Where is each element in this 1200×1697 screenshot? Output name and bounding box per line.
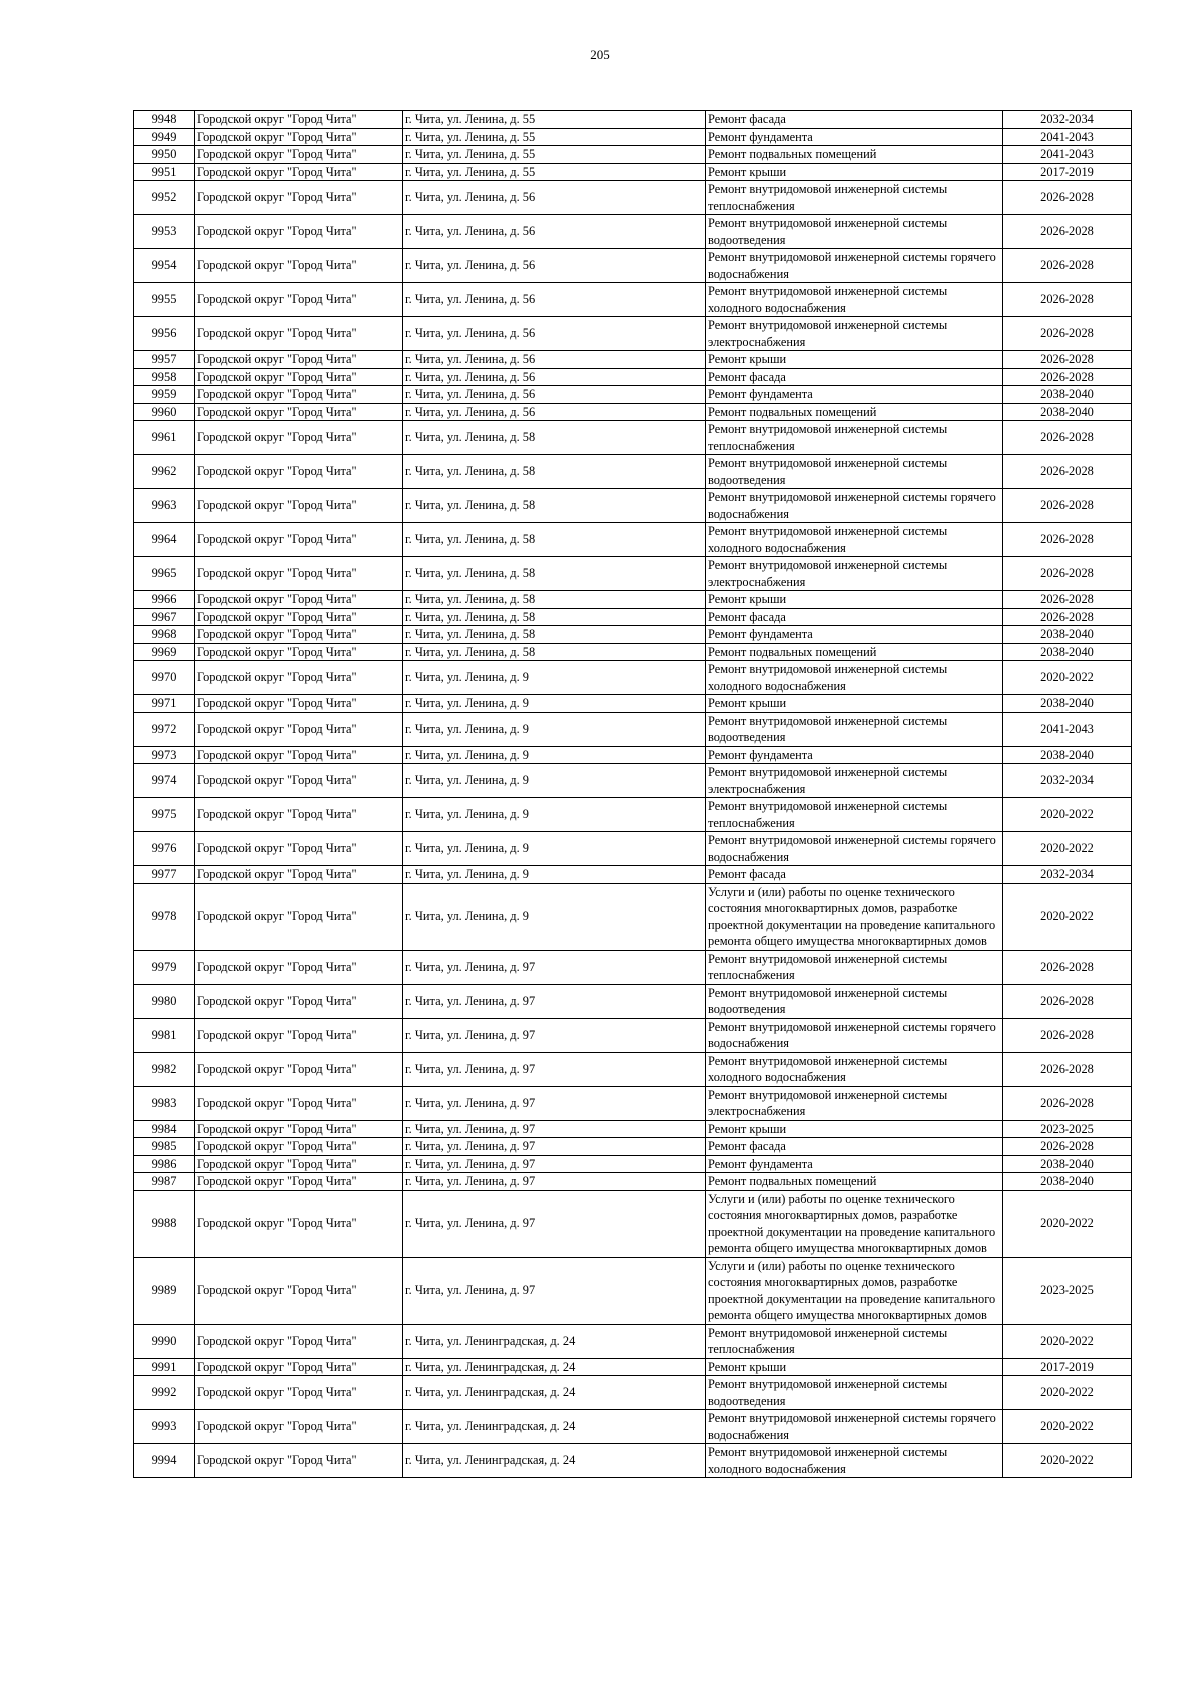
row-number: 9952: [134, 181, 195, 215]
period-cell: 2041-2043: [1003, 146, 1132, 164]
row-number: 9983: [134, 1086, 195, 1120]
period-cell: 2026-2028: [1003, 421, 1132, 455]
row-number: 9971: [134, 695, 195, 713]
row-number: 9994: [134, 1444, 195, 1478]
row-number: 9959: [134, 386, 195, 404]
period-cell: 2020-2022: [1003, 1444, 1132, 1478]
row-number: 9964: [134, 523, 195, 557]
municipality-cell: Городской округ "Город Чита": [195, 1190, 403, 1257]
table-body: [134, 111, 1132, 1478]
address-cell: г. Чита, ул. Ленина, д. 97: [403, 950, 706, 984]
municipality-cell: Городской округ "Город Чита": [195, 1155, 403, 1173]
address-cell: г. Чита, ул. Ленина, д. 56: [403, 368, 706, 386]
row-number: 9970: [134, 661, 195, 695]
work-type-cell: Ремонт фундамента: [706, 1155, 1003, 1173]
work-type-cell: Ремонт крыши: [706, 1120, 1003, 1138]
address-cell: г. Чита, ул. Ленина, д. 9: [403, 661, 706, 695]
address-cell: г. Чита, ул. Ленина, д. 9: [403, 832, 706, 866]
work-type-cell: Ремонт фасада: [706, 866, 1003, 884]
period-cell: 2026-2028: [1003, 1138, 1132, 1156]
row-number: 9968: [134, 626, 195, 644]
municipality-cell: Городской округ "Город Чита": [195, 1376, 403, 1410]
period-cell: 2017-2019: [1003, 163, 1132, 181]
period-cell: 2026-2028: [1003, 950, 1132, 984]
address-cell: г. Чита, ул. Ленина, д. 58: [403, 591, 706, 609]
address-cell: г. Чита, ул. Ленина, д. 58: [403, 455, 706, 489]
work-type-cell: Ремонт внутридомовой инженерной системы горячего водоснабжения: [706, 1410, 1003, 1444]
page-number: 205: [590, 47, 610, 62]
address-cell: г. Чита, ул. Ленина, д. 58: [403, 523, 706, 557]
address-cell: г. Чита, ул. Ленина, д. 9: [403, 883, 706, 950]
period-cell: 2020-2022: [1003, 1410, 1132, 1444]
work-type-cell: Ремонт внутридомовой инженерной системы водоотведения: [706, 1376, 1003, 1410]
work-type-cell: Ремонт внутридомовой инженерной системы теплоснабжения: [706, 421, 1003, 455]
row-number: 9972: [134, 712, 195, 746]
period-cell: 2026-2028: [1003, 368, 1132, 386]
address-cell: г. Чита, ул. Ленина, д. 58: [403, 489, 706, 523]
table-row: [134, 984, 1132, 1018]
work-type-cell: Ремонт внутридомовой инженерной системы электроснабжения: [706, 1086, 1003, 1120]
period-cell: 2026-2028: [1003, 984, 1132, 1018]
address-cell: г. Чита, ул. Ленина, д. 56: [403, 249, 706, 283]
period-cell: 2026-2028: [1003, 455, 1132, 489]
municipality-cell: Городской округ "Город Чита": [195, 1358, 403, 1376]
period-cell: 2026-2028: [1003, 1086, 1132, 1120]
work-type-cell: Ремонт фасада: [706, 608, 1003, 626]
table-row: [134, 1173, 1132, 1191]
municipality-cell: Городской округ "Город Чита": [195, 661, 403, 695]
table-row: [134, 368, 1132, 386]
work-type-cell: Ремонт фундамента: [706, 386, 1003, 404]
period-cell: 2023-2025: [1003, 1257, 1132, 1324]
municipality-cell: Городской округ "Город Чита": [195, 249, 403, 283]
address-cell: г. Чита, ул. Ленина, д. 97: [403, 984, 706, 1018]
period-cell: 2026-2028: [1003, 608, 1132, 626]
period-cell: 2026-2028: [1003, 523, 1132, 557]
address-cell: г. Чита, ул. Ленина, д. 55: [403, 163, 706, 181]
row-number: 9990: [134, 1324, 195, 1358]
work-type-cell: Ремонт подвальных помещений: [706, 1173, 1003, 1191]
table-row: [134, 695, 1132, 713]
work-type-cell: Ремонт внутридомовой инженерной системы горячего водоснабжения: [706, 832, 1003, 866]
row-number: 9986: [134, 1155, 195, 1173]
municipality-cell: Городской округ "Город Чита": [195, 1173, 403, 1191]
table-row: [134, 249, 1132, 283]
municipality-cell: Городской округ "Город Чита": [195, 746, 403, 764]
work-type-cell: Ремонт фундамента: [706, 626, 1003, 644]
table-row: [134, 1358, 1132, 1376]
period-cell: 2038-2040: [1003, 403, 1132, 421]
table-row: [134, 1444, 1132, 1478]
period-cell: 2026-2028: [1003, 1052, 1132, 1086]
row-number: 9957: [134, 351, 195, 369]
municipality-cell: Городской округ "Город Чита": [195, 1410, 403, 1444]
municipality-cell: Городской округ "Город Чита": [195, 489, 403, 523]
municipality-cell: Городской округ "Город Чита": [195, 317, 403, 351]
period-cell: 2026-2028: [1003, 249, 1132, 283]
row-number: 9979: [134, 950, 195, 984]
municipality-cell: Городской округ "Город Чита": [195, 163, 403, 181]
row-number: 9991: [134, 1358, 195, 1376]
address-cell: г. Чита, ул. Ленина, д. 58: [403, 557, 706, 591]
period-cell: 2026-2028: [1003, 283, 1132, 317]
table-row: [134, 661, 1132, 695]
table-row: [134, 1190, 1132, 1257]
row-number: 9975: [134, 798, 195, 832]
municipality-cell: Городской округ "Город Чита": [195, 386, 403, 404]
work-type-cell: Ремонт внутридомовой инженерной системы электроснабжения: [706, 557, 1003, 591]
work-type-cell: Ремонт внутридомовой инженерной системы теплоснабжения: [706, 1324, 1003, 1358]
work-type-cell: Услуги и (или) работы по оценке технического состояния многоквартирных домов, разработке проектной документации на проведение капитального ремонта общего имущества многоквартирных домов: [706, 1257, 1003, 1324]
municipality-cell: Городской округ "Город Чита": [195, 1120, 403, 1138]
municipality-cell: Городской округ "Город Чита": [195, 128, 403, 146]
work-type-cell: Ремонт подвальных помещений: [706, 403, 1003, 421]
row-number: 9980: [134, 984, 195, 1018]
table-row: [134, 1120, 1132, 1138]
address-cell: г. Чита, ул. Ленинградская, д. 24: [403, 1376, 706, 1410]
period-cell: 2026-2028: [1003, 215, 1132, 249]
table-row: [134, 712, 1132, 746]
municipality-cell: Городской округ "Город Чита": [195, 1138, 403, 1156]
work-type-cell: Услуги и (или) работы по оценке технического состояния многоквартирных домов, разработке проектной документации на проведение капитального ремонта общего имущества многоквартирных домов: [706, 1190, 1003, 1257]
work-type-cell: Ремонт внутридомовой инженерной системы горячего водоснабжения: [706, 489, 1003, 523]
work-type-cell: Ремонт подвальных помещений: [706, 643, 1003, 661]
period-cell: 2041-2043: [1003, 128, 1132, 146]
table-row: [134, 215, 1132, 249]
period-cell: 2020-2022: [1003, 798, 1132, 832]
address-cell: г. Чита, ул. Ленина, д. 9: [403, 746, 706, 764]
municipality-cell: Городской округ "Город Чита": [195, 523, 403, 557]
period-cell: 2038-2040: [1003, 1155, 1132, 1173]
row-number: 9993: [134, 1410, 195, 1444]
row-number: 9962: [134, 455, 195, 489]
work-type-cell: Ремонт фасада: [706, 368, 1003, 386]
address-cell: г. Чита, ул. Ленина, д. 56: [403, 317, 706, 351]
period-cell: 2026-2028: [1003, 591, 1132, 609]
address-cell: г. Чита, ул. Ленина, д. 58: [403, 608, 706, 626]
period-cell: 2020-2022: [1003, 883, 1132, 950]
work-type-cell: Ремонт внутридомовой инженерной системы холодного водоснабжения: [706, 1444, 1003, 1478]
municipality-cell: Городской округ "Город Чита": [195, 215, 403, 249]
municipality-cell: Городской округ "Город Чита": [195, 1018, 403, 1052]
period-cell: 2041-2043: [1003, 712, 1132, 746]
period-cell: 2026-2028: [1003, 557, 1132, 591]
municipality-cell: Городской округ "Город Чита": [195, 368, 403, 386]
work-type-cell: Ремонт крыши: [706, 163, 1003, 181]
municipality-cell: Городской округ "Город Чита": [195, 1324, 403, 1358]
row-number: 9949: [134, 128, 195, 146]
address-cell: г. Чита, ул. Ленина, д. 97: [403, 1190, 706, 1257]
table-row: [134, 455, 1132, 489]
row-number: 9984: [134, 1120, 195, 1138]
address-cell: г. Чита, ул. Ленина, д. 97: [403, 1173, 706, 1191]
work-type-cell: Ремонт внутридомовой инженерной системы теплоснабжения: [706, 181, 1003, 215]
address-cell: г. Чита, ул. Ленина, д. 56: [403, 283, 706, 317]
address-cell: г. Чита, ул. Ленина, д. 58: [403, 643, 706, 661]
municipality-cell: Городской округ "Город Чита": [195, 283, 403, 317]
municipality-cell: Городской округ "Город Чита": [195, 695, 403, 713]
row-number: 9976: [134, 832, 195, 866]
municipality-cell: Городской округ "Город Чита": [195, 608, 403, 626]
row-number: 9965: [134, 557, 195, 591]
work-type-cell: Ремонт внутридомовой инженерной системы горячего водоснабжения: [706, 1018, 1003, 1052]
period-cell: 2032-2034: [1003, 111, 1132, 129]
period-cell: 2023-2025: [1003, 1120, 1132, 1138]
row-number: 9950: [134, 146, 195, 164]
table-row: [134, 832, 1132, 866]
row-number: 9963: [134, 489, 195, 523]
municipality-cell: Городской округ "Город Чита": [195, 798, 403, 832]
table-row: [134, 146, 1132, 164]
municipality-cell: Городской округ "Город Чита": [195, 950, 403, 984]
period-cell: 2038-2040: [1003, 643, 1132, 661]
table-row: [134, 1376, 1132, 1410]
municipality-cell: Городской округ "Город Чита": [195, 1444, 403, 1478]
municipality-cell: Городской округ "Город Чита": [195, 832, 403, 866]
municipality-cell: Городской округ "Город Чита": [195, 1086, 403, 1120]
municipality-cell: Городской округ "Город Чита": [195, 712, 403, 746]
municipality-cell: Городской округ "Город Чита": [195, 764, 403, 798]
work-type-cell: Ремонт внутридомовой инженерной системы горячего водоснабжения: [706, 249, 1003, 283]
row-number: 9977: [134, 866, 195, 884]
table-row: [134, 1052, 1132, 1086]
work-type-cell: Ремонт внутридомовой инженерной системы теплоснабжения: [706, 798, 1003, 832]
table-row: [134, 608, 1132, 626]
row-number: 9988: [134, 1190, 195, 1257]
period-cell: 2038-2040: [1003, 695, 1132, 713]
address-cell: г. Чита, ул. Ленина, д. 56: [403, 181, 706, 215]
address-cell: г. Чита, ул. Ленина, д. 9: [403, 712, 706, 746]
table-row: [134, 421, 1132, 455]
row-number: 9982: [134, 1052, 195, 1086]
address-cell: г. Чита, ул. Ленина, д. 97: [403, 1086, 706, 1120]
table-row: [134, 626, 1132, 644]
address-cell: г. Чита, ул. Ленина, д. 9: [403, 866, 706, 884]
table-row: [134, 489, 1132, 523]
address-cell: г. Чита, ул. Ленина, д. 58: [403, 421, 706, 455]
row-number: 9953: [134, 215, 195, 249]
municipality-cell: Городской округ "Город Чита": [195, 626, 403, 644]
address-cell: г. Чита, ул. Ленина, д. 55: [403, 111, 706, 129]
work-type-cell: Ремонт фасада: [706, 111, 1003, 129]
work-type-cell: Ремонт крыши: [706, 591, 1003, 609]
table-row: [134, 351, 1132, 369]
municipality-cell: Городской округ "Город Чита": [195, 351, 403, 369]
address-cell: г. Чита, ул. Ленина, д. 55: [403, 128, 706, 146]
address-cell: г. Чита, ул. Ленина, д. 97: [403, 1155, 706, 1173]
row-number: 9954: [134, 249, 195, 283]
period-cell: 2026-2028: [1003, 181, 1132, 215]
work-type-cell: Ремонт внутридомовой инженерной системы холодного водоснабжения: [706, 661, 1003, 695]
table-row: [134, 798, 1132, 832]
address-cell: г. Чита, ул. Ленина, д. 97: [403, 1138, 706, 1156]
work-type-cell: Ремонт крыши: [706, 1358, 1003, 1376]
row-number: 9981: [134, 1018, 195, 1052]
table-row: [134, 764, 1132, 798]
row-number: 9985: [134, 1138, 195, 1156]
table-row: [134, 1257, 1132, 1324]
address-cell: г. Чита, ул. Ленинградская, д. 24: [403, 1444, 706, 1478]
period-cell: 2017-2019: [1003, 1358, 1132, 1376]
work-type-cell: Ремонт внутридомовой инженерной системы холодного водоснабжения: [706, 523, 1003, 557]
address-cell: г. Чита, ул. Ленина, д. 56: [403, 351, 706, 369]
row-number: 9987: [134, 1173, 195, 1191]
address-cell: г. Чита, ул. Ленина, д. 56: [403, 215, 706, 249]
row-number: 9958: [134, 368, 195, 386]
row-number: 9961: [134, 421, 195, 455]
table-row: [134, 283, 1132, 317]
period-cell: 2026-2028: [1003, 317, 1132, 351]
work-type-cell: Ремонт внутридомовой инженерной системы электроснабжения: [706, 764, 1003, 798]
work-type-cell: Ремонт внутридомовой инженерной системы водоотведения: [706, 455, 1003, 489]
work-type-cell: Ремонт фундамента: [706, 128, 1003, 146]
work-type-cell: Ремонт внутридомовой инженерной системы холодного водоснабжения: [706, 1052, 1003, 1086]
table-row: [134, 163, 1132, 181]
table-row: [134, 746, 1132, 764]
table-row: [134, 643, 1132, 661]
work-type-cell: Ремонт внутридомовой инженерной системы водоотведения: [706, 984, 1003, 1018]
municipality-cell: Городской округ "Город Чита": [195, 591, 403, 609]
address-cell: г. Чита, ул. Ленина, д. 58: [403, 626, 706, 644]
municipality-cell: Городской округ "Город Чита": [195, 866, 403, 884]
address-cell: г. Чита, ул. Ленинградская, д. 24: [403, 1358, 706, 1376]
repair-schedule-table: [133, 110, 1132, 1478]
table-row: [134, 523, 1132, 557]
address-cell: г. Чита, ул. Ленина, д. 55: [403, 146, 706, 164]
table-row: [134, 317, 1132, 351]
address-cell: г. Чита, ул. Ленина, д. 9: [403, 764, 706, 798]
row-number: 9978: [134, 883, 195, 950]
table-row: [134, 866, 1132, 884]
municipality-cell: Городской округ "Город Чита": [195, 421, 403, 455]
address-cell: г. Чита, ул. Ленина, д. 56: [403, 386, 706, 404]
municipality-cell: Городской округ "Город Чита": [195, 111, 403, 129]
address-cell: г. Чита, ул. Ленина, д. 97: [403, 1257, 706, 1324]
municipality-cell: Городской округ "Город Чита": [195, 1052, 403, 1086]
address-cell: г. Чита, ул. Ленина, д. 9: [403, 798, 706, 832]
row-number: 9966: [134, 591, 195, 609]
work-type-cell: Ремонт внутридомовой инженерной системы водоотведения: [706, 712, 1003, 746]
period-cell: 2038-2040: [1003, 626, 1132, 644]
row-number: 9992: [134, 1376, 195, 1410]
table-row: [134, 1324, 1132, 1358]
municipality-cell: Городской округ "Город Чита": [195, 455, 403, 489]
row-number: 9955: [134, 283, 195, 317]
row-number: 9989: [134, 1257, 195, 1324]
work-type-cell: Ремонт фасада: [706, 1138, 1003, 1156]
municipality-cell: Городской округ "Город Чита": [195, 181, 403, 215]
table-row: [134, 181, 1132, 215]
work-type-cell: Ремонт подвальных помещений: [706, 146, 1003, 164]
period-cell: 2020-2022: [1003, 661, 1132, 695]
work-type-cell: Ремонт внутридомовой инженерной системы теплоснабжения: [706, 950, 1003, 984]
address-cell: г. Чита, ул. Ленина, д. 97: [403, 1052, 706, 1086]
row-number: 9969: [134, 643, 195, 661]
period-cell: 2020-2022: [1003, 1190, 1132, 1257]
row-number: 9973: [134, 746, 195, 764]
period-cell: 2038-2040: [1003, 746, 1132, 764]
table-row: [134, 386, 1132, 404]
row-number: 9948: [134, 111, 195, 129]
work-type-cell: Ремонт крыши: [706, 351, 1003, 369]
table-row: [134, 128, 1132, 146]
work-type-cell: Ремонт внутридомовой инженерной системы электроснабжения: [706, 317, 1003, 351]
address-cell: г. Чита, ул. Ленина, д. 97: [403, 1120, 706, 1138]
work-type-cell: Ремонт внутридомовой инженерной системы холодного водоснабжения: [706, 283, 1003, 317]
table-row: [134, 883, 1132, 950]
municipality-cell: Городской округ "Город Чита": [195, 1257, 403, 1324]
work-type-cell: Ремонт крыши: [706, 695, 1003, 713]
address-cell: г. Чита, ул. Ленина, д. 97: [403, 1018, 706, 1052]
row-number: 9974: [134, 764, 195, 798]
row-number: 9951: [134, 163, 195, 181]
period-cell: 2032-2034: [1003, 866, 1132, 884]
table-row: [134, 111, 1132, 129]
period-cell: 2038-2040: [1003, 1173, 1132, 1191]
row-number: 9956: [134, 317, 195, 351]
period-cell: 2038-2040: [1003, 386, 1132, 404]
period-cell: 2020-2022: [1003, 832, 1132, 866]
row-number: 9960: [134, 403, 195, 421]
work-type-cell: Ремонт фундамента: [706, 746, 1003, 764]
table-row: [134, 403, 1132, 421]
municipality-cell: Городской округ "Город Чита": [195, 557, 403, 591]
address-cell: г. Чита, ул. Ленина, д. 56: [403, 403, 706, 421]
address-cell: г. Чита, ул. Ленинградская, д. 24: [403, 1410, 706, 1444]
period-cell: 2026-2028: [1003, 351, 1132, 369]
address-cell: г. Чита, ул. Ленинградская, д. 24: [403, 1324, 706, 1358]
table-row: [134, 1138, 1132, 1156]
period-cell: 2020-2022: [1003, 1376, 1132, 1410]
table-row: [134, 1410, 1132, 1444]
period-cell: 2020-2022: [1003, 1324, 1132, 1358]
municipality-cell: Городской округ "Город Чита": [195, 643, 403, 661]
municipality-cell: Городской округ "Город Чита": [195, 403, 403, 421]
table-row: [134, 1155, 1132, 1173]
work-type-cell: Услуги и (или) работы по оценке технического состояния многоквартирных домов, разработке проектной документации на проведение капитального ремонта общего имущества многоквартирных домов: [706, 883, 1003, 950]
municipality-cell: Городской округ "Город Чита": [195, 984, 403, 1018]
table-row: [134, 1018, 1132, 1052]
period-cell: 2032-2034: [1003, 764, 1132, 798]
period-cell: 2026-2028: [1003, 489, 1132, 523]
municipality-cell: Городской округ "Город Чита": [195, 883, 403, 950]
address-cell: г. Чита, ул. Ленина, д. 9: [403, 695, 706, 713]
table-row: [134, 591, 1132, 609]
municipality-cell: Городской округ "Город Чита": [195, 146, 403, 164]
table-row: [134, 557, 1132, 591]
row-number: 9967: [134, 608, 195, 626]
period-cell: 2026-2028: [1003, 1018, 1132, 1052]
work-type-cell: Ремонт внутридомовой инженерной системы водоотведения: [706, 215, 1003, 249]
table-row: [134, 1086, 1132, 1120]
table-row: [134, 950, 1132, 984]
